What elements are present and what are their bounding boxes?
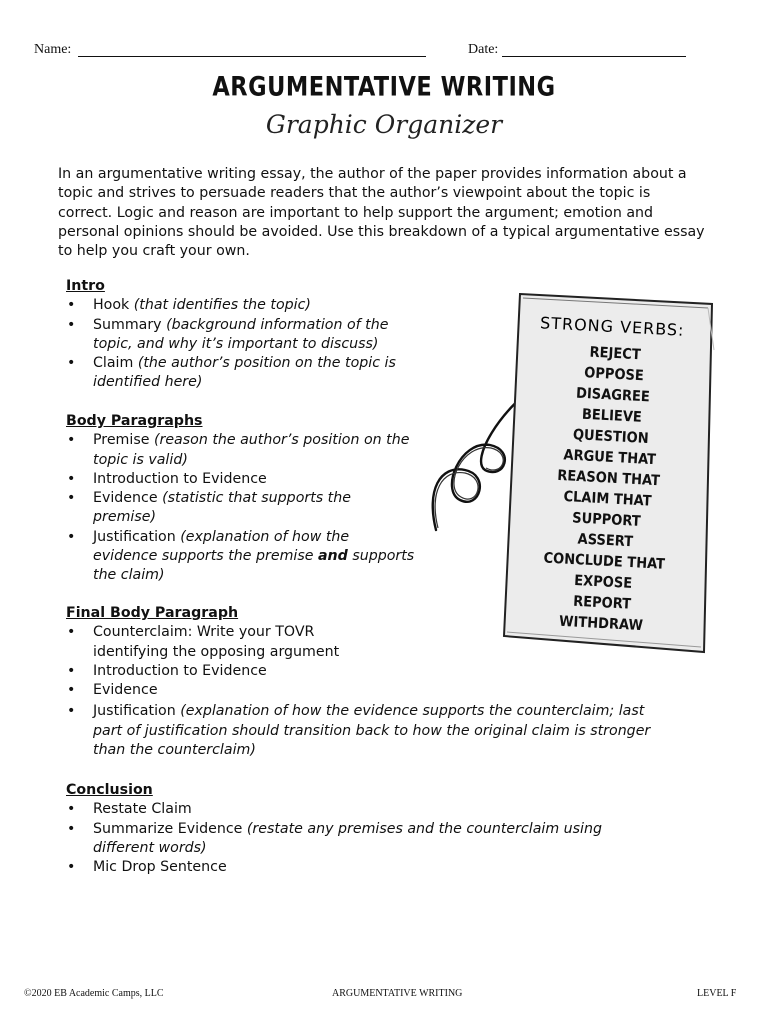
item-label: Counterclaim: Write your TOVR identifying the opposing argument	[93, 624, 340, 660]
list-item	[66, 662, 676, 681]
strong-verb-item: ARGUE THAT	[563, 447, 657, 469]
item-label: Justification	[93, 703, 181, 720]
strong-verb-item: QUESTION	[572, 427, 650, 448]
item-label: Restate Claim	[93, 801, 192, 818]
date-line[interactable]	[502, 56, 686, 57]
list-item	[66, 431, 416, 470]
strong-verb-item: REJECT	[589, 344, 642, 364]
item-label: Introduction to Evidence	[93, 662, 267, 679]
list-item	[66, 316, 416, 355]
section-heading-intro: Intro	[66, 278, 105, 294]
item-desc-bold: and	[317, 548, 348, 565]
item-label: Summarize Evidence	[93, 820, 247, 837]
item-desc: (restate any premises and the counterclaim using different words)	[93, 820, 602, 856]
name-label: Name:	[34, 42, 72, 57]
strong-verb-item: WITHDRAW	[558, 613, 644, 635]
item-desc: supports the claim)	[93, 548, 415, 584]
section-heading-body: Body Paragraphs	[66, 413, 203, 429]
item-label: Mic Drop Sentence	[93, 859, 227, 876]
list-item	[66, 800, 666, 819]
conclusion-list	[66, 800, 666, 877]
strong-verbs-title: STRONG VERBS:	[539, 313, 685, 340]
strong-verb-item: DISAGREE	[575, 385, 651, 406]
page-title: ARGUMENTATIVE WRITING	[212, 71, 556, 102]
section-heading-final-body: Final Body Paragraph	[66, 605, 239, 621]
item-desc: (reason the author’s position on the topic is valid)	[93, 432, 410, 468]
date-label: Date:	[468, 42, 499, 57]
body-list	[66, 431, 416, 585]
list-item	[66, 354, 416, 393]
strong-verb-item: REASON THAT	[556, 467, 661, 490]
item-label: Summary	[93, 316, 167, 333]
item-label: Hook	[93, 297, 134, 314]
section-heading-conclusion: Conclusion	[66, 782, 153, 798]
item-desc: (that identifies the topic)	[133, 297, 311, 314]
page-subtitle: Graphic Organizer	[265, 110, 503, 139]
item-label: Evidence	[93, 490, 163, 507]
strong-verb-item: BELIEVE	[581, 406, 643, 426]
item-label: Justification	[93, 528, 181, 545]
item-desc: (the author’s position on the topic is identified here)	[93, 355, 396, 391]
item-label: Premise	[93, 432, 154, 449]
footer-level: LEVEL F	[697, 988, 737, 999]
footer-title: ARGUMENTATIVE WRITING	[332, 988, 463, 999]
section-intro	[66, 277, 416, 393]
strong-verb-item: OPPOSE	[583, 365, 645, 385]
strong-verb-item: ASSERT	[577, 531, 634, 551]
list-item	[66, 528, 416, 586]
section-body	[66, 412, 416, 586]
item-desc: (statistic that supports the premise)	[93, 490, 351, 526]
strong-verbs-panel	[500, 290, 720, 660]
list-item	[66, 489, 416, 528]
item-desc: (explanation of how the evidence supports the counterclaim; last part of justification should transition back to how the original claim is stronger than the counterclaim)	[93, 703, 651, 759]
section-conclusion	[66, 781, 666, 877]
item-label: Claim	[93, 355, 138, 372]
strong-verb-item: CLAIM THAT	[563, 489, 652, 510]
footer-copyright: ©2020 EB Academic Camps, LLC	[24, 988, 164, 999]
intro-paragraph: In an argumentative writing essay, the author of the paper provides information about a topic and strives to persuade readers that the author’s viewpoint about the topic is correct. Logic and reason are important to help support the argument; emotion and personal opinions should be avoided. Use this breakdown of a typical argumentative essay to help you craft your own.	[58, 166, 705, 260]
intro-list	[66, 296, 416, 392]
item-desc: (background information of the topic, and why it’s important to discuss)	[93, 316, 389, 352]
list-item	[66, 820, 666, 859]
list-item	[66, 681, 676, 700]
list-item	[66, 702, 676, 760]
strong-verb-item: SUPPORT	[571, 510, 642, 530]
strong-verb-item: EXPOSE	[573, 572, 633, 592]
list-item	[66, 296, 416, 315]
item-label: Introduction to Evidence	[93, 470, 267, 487]
item-label: Evidence	[93, 682, 158, 699]
item-desc: (explanation of how the evidence supports the premise	[93, 528, 350, 565]
strong-verbs-card	[500, 290, 720, 660]
list-item	[66, 623, 393, 662]
list-item	[66, 858, 666, 877]
list-item	[66, 470, 416, 489]
strong-verb-item: CONCLUDE THAT	[543, 550, 666, 573]
strong-verb-item: REPORT	[572, 593, 632, 613]
name-line[interactable]	[78, 56, 426, 57]
